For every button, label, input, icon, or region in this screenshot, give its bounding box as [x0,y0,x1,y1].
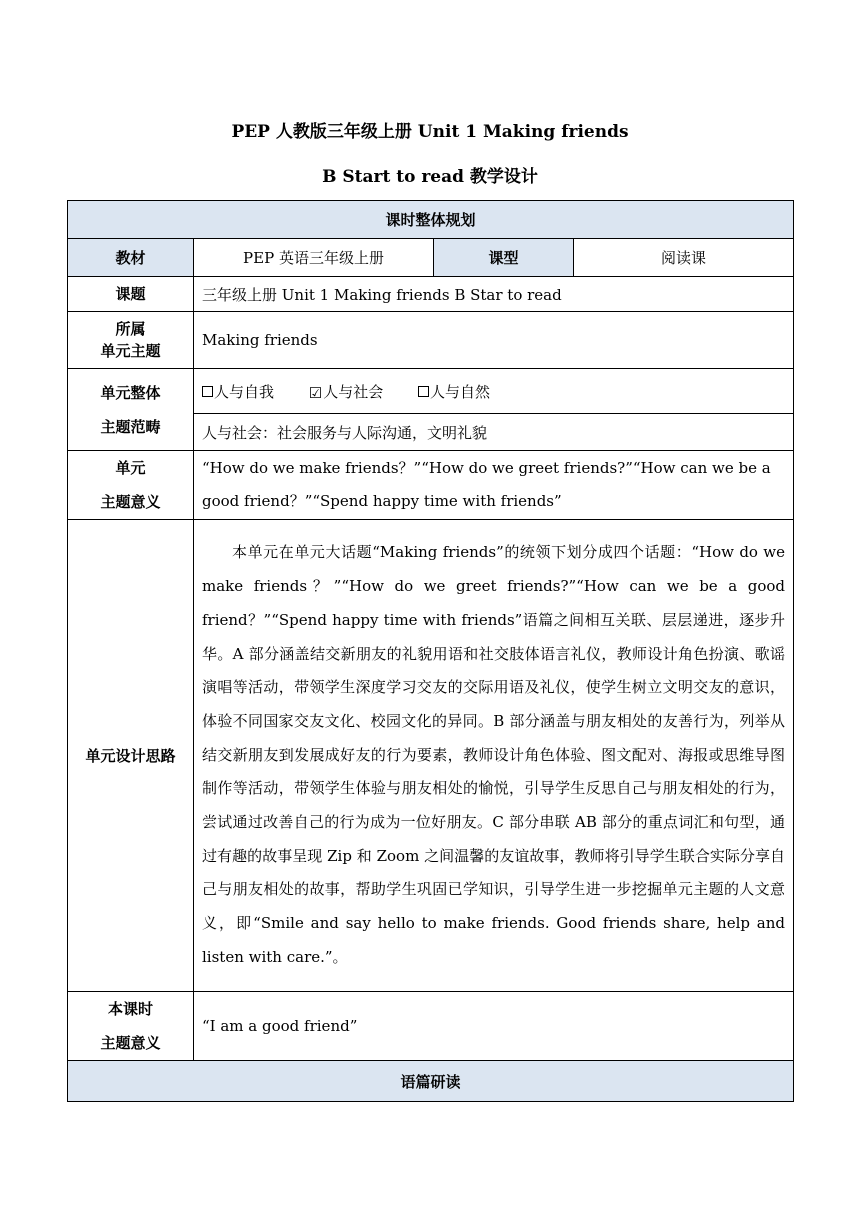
lesson-meaning-label [68,992,194,1061]
unit-theme-label [68,312,194,369]
checkbox-unchecked-icon [418,386,429,397]
unit-meaning-label [68,451,194,520]
checkbox-unchecked-icon [202,386,213,397]
scope-options [194,369,794,414]
scope-label [68,369,194,451]
topic-label: 课题 [68,277,194,312]
unit-theme-label-line1: 所属 [115,320,146,338]
scope-option-nature-label: 人与自然 [430,382,491,401]
textbook-label: 教材 [68,239,194,277]
scope-detail: 人与社会：社会服务与人际沟通，文明礼貌 [194,414,794,451]
lesson-type-value: 阅读课 [574,239,794,277]
lesson-type-label: 课型 [434,239,574,277]
document-subtitle: B Start to read 教学设计 [322,167,538,187]
scope-option-society-label: 人与社会 [323,382,384,401]
unit-theme-value: Making friends [194,312,794,369]
unit-meaning-label-line1: 单元 [115,459,146,477]
topic-value: 三年级上册 Unit 1 Making friends B Star to read [194,277,794,312]
unit-theme-label-line2: 单元主题 [100,342,161,360]
scope-option-nature [418,383,490,401]
lesson-meaning-label-line2: 主题意义 [100,1034,161,1052]
lesson-meaning-label-line1: 本课时 [107,1000,153,1018]
textbook-value: PEP 英语三年级上册 [194,239,434,277]
unit-meaning-label-line2: 主题意义 [100,493,161,511]
document-title: PEP 人教版三年级上册 Unit 1 Making friends [231,122,629,142]
section-header: 课时整体规划 [68,201,794,239]
scope-option-self-label: 人与自我 [214,382,275,401]
scope-option-society [309,383,383,401]
lesson-plan-table [67,200,794,1102]
checkbox-checked-icon: ☑ [308,383,323,402]
design-label: 单元设计思路 [68,520,194,992]
footer-header: 语篇研读 [68,1061,794,1102]
design-paragraph: 本单元在单元大话题“Making friends”的统领下划分成四个话题：“How do we make friends？”“How do we greet friends?”“How can we be a good friend？”“Spend happy time with friends”语篇之间相互关联、层层递进，逐步升华。A 部分涵盖结交新朋友的礼貌用语和社交肢体语言礼仪，教师设计角色扮演、歌谣演唱等活动，带领学生深度学习交友的交际用语及礼仪，使学生树立文明交友的意识，体验不同国家交友文化、校园文化的异同。B 部分涵盖与朋友相处的友善行为，列举从结交新朋友到发展成好友的行为要素，教师设计角色体验、图文配对、海报或思维导图制作等活动，带领学生体验与朋友相处的愉悦，引导学生反思自己与朋友相处的行为，尝试通过改善自己的行为成为一位好朋友。C 部分串联 AB 部分的重点词汇和句型，通过有趣的故事呈现 Zip 和 Zoom 之间温馨的友谊故事，教师将引导学生联合实际分享自己与朋友相处的故事，帮助学生巩固已学知识，引导学生进一步挖掘单元主题的人文意义，即“Smile and say hello to make friends. Good friends share, help and listen with care.”。 [194,520,794,992]
scope-label-line2: 主题范畴 [100,417,161,436]
scope-option-self [202,383,274,401]
scope-label-line1: 单元整体 [100,383,161,402]
lesson-meaning-value: “I am a good friend” [194,992,794,1061]
unit-meaning-value: “How do we make friends？”“How do we greet friends?”“How can we be a good friend？”“Spend happy time with friends” [194,451,794,520]
